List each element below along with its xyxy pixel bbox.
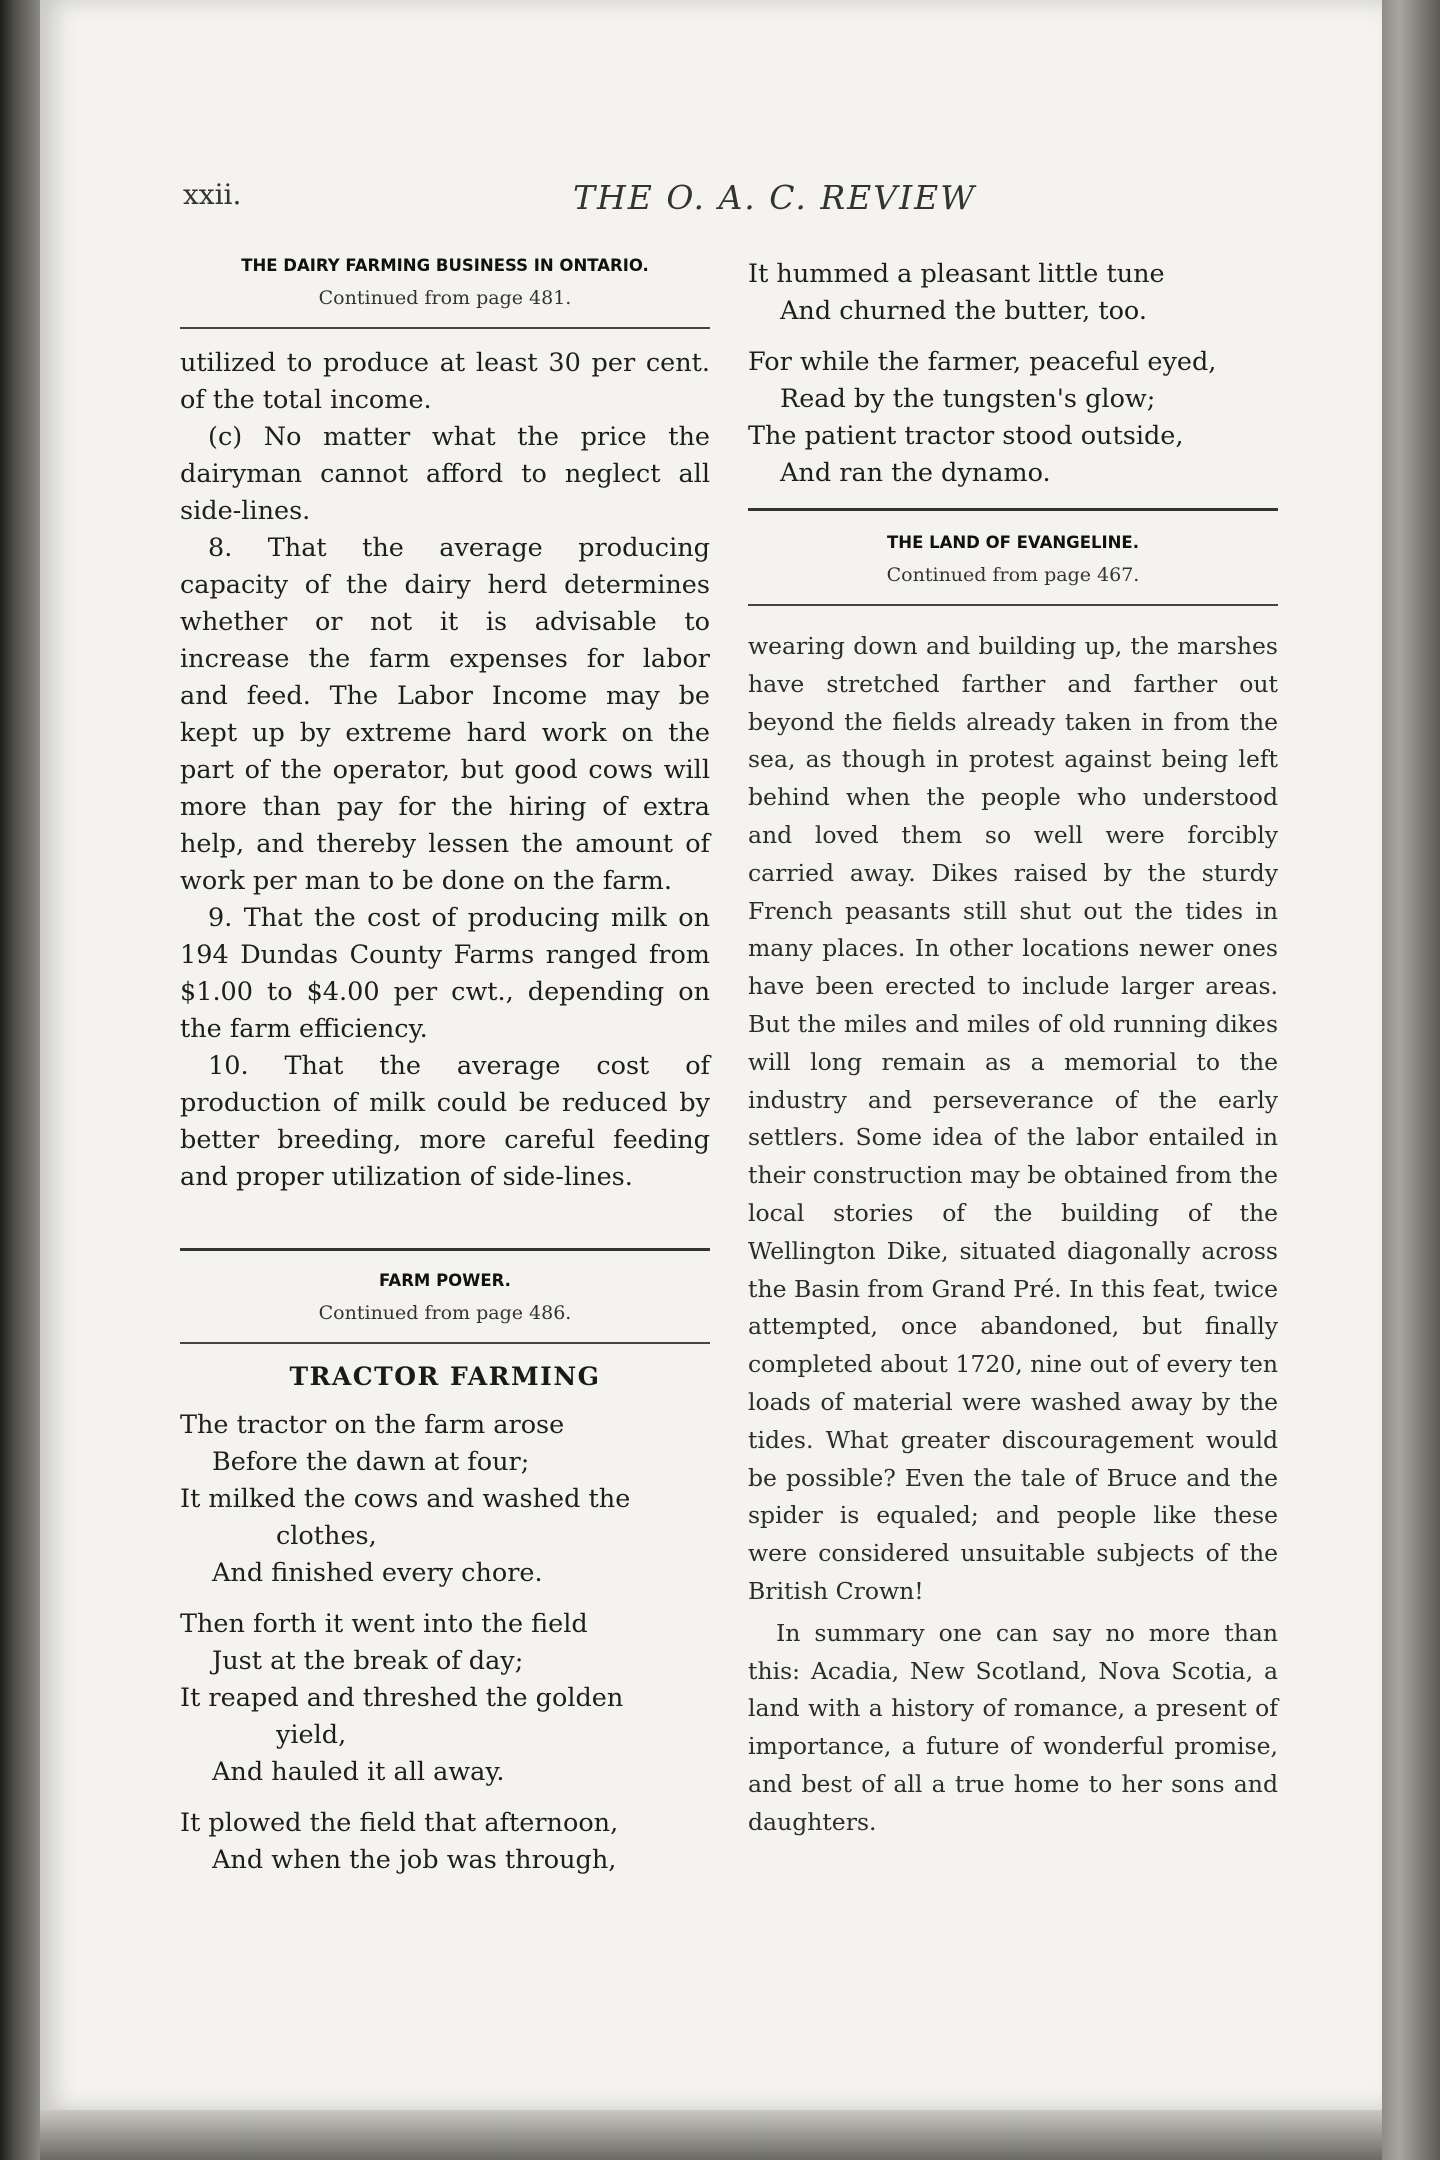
- poem-line: It plowed the field that afternoon,: [180, 1808, 619, 1838]
- farm-power-continued-note: Continued from page 486.: [318, 1302, 572, 1324]
- poem-stanza: [180, 1606, 710, 1791]
- page-number: xxii.: [183, 178, 242, 211]
- running-header: [183, 178, 1273, 228]
- evangeline-body: [748, 628, 1278, 1842]
- poem-body-continued: [748, 256, 1278, 492]
- next-page-edge: [1382, 0, 1440, 2160]
- section-divider: [180, 327, 710, 329]
- page-bottom-edge: [40, 2110, 1382, 2160]
- dairy-body: [180, 345, 710, 1196]
- poem-stanza: [748, 344, 1278, 492]
- poem-line: Then forth it went into the field: [180, 1609, 588, 1639]
- poem-line: The tractor on the farm arose: [180, 1410, 565, 1440]
- poem-line: And finished every chore.: [212, 1558, 543, 1588]
- poem-line: Just at the break of day;: [212, 1646, 524, 1676]
- poem-line: yield,: [276, 1720, 347, 1750]
- poem-line: It milked the cows and washed the: [180, 1484, 631, 1514]
- poem-line: For while the farmer, peaceful eyed,: [748, 347, 1217, 377]
- section-divider: [180, 1342, 710, 1344]
- poem-line: clothes,: [276, 1521, 377, 1551]
- poem-stanza: [748, 256, 1278, 330]
- poem-line: The patient tractor stood outside,: [748, 421, 1184, 451]
- section-divider: [748, 604, 1278, 606]
- farm-power-title: FARM POWER.: [379, 1271, 511, 1290]
- poem-line: And ran the dynamo.: [780, 458, 1051, 488]
- poem-line: And churned the butter, too.: [780, 296, 1147, 326]
- dairy-paragraph: (c) No matter what the price the dairyman cannot afford to neglect all side-lines.: [180, 422, 710, 526]
- poem-line: Read by the tungsten's glow;: [780, 384, 1156, 414]
- poem-stanza: [180, 1805, 710, 1879]
- evangeline-section-title: THE LAND OF EVANGELINE.: [887, 533, 1139, 552]
- dairy-continued-note: Continued from page 481.: [318, 287, 572, 309]
- dairy-section-title: THE DAIRY FARMING BUSINESS IN ONTARIO.: [241, 256, 649, 275]
- poem-stanza: [180, 1407, 710, 1592]
- book-spine: [0, 0, 40, 2160]
- poem-line: Before the dawn at four;: [212, 1447, 530, 1477]
- poem-title: TRACTOR FARMING: [289, 1362, 601, 1391]
- right-column: [748, 256, 1278, 1842]
- dairy-paragraph: utilized to produce at least 30 per cent. of the total income.: [180, 348, 710, 415]
- poem-line: It hummed a pleasant little tune: [748, 259, 1165, 289]
- poem-line: And when the job was through,: [212, 1845, 617, 1875]
- poem-line: And hauled it all away.: [212, 1757, 505, 1787]
- poem-body: [180, 1407, 710, 1879]
- left-column: [180, 256, 710, 1893]
- dairy-paragraph: 8. That the average producing capacity of the dairy herd determines whether or not it is advisable to increase the farm expenses for labor and feed. The Labor Income may be kept up by extreme hard work on the part of the operator, but good cows will more than pay for the hiring of extra help, and thereby lessen the amount of work per man to be done on the farm.: [180, 533, 710, 896]
- evangeline-paragraph: In summary one can say no more than this: Acadia, New Scotland, Nova Scotia, a land with a history of romance, a present of importance, a future of wonderful promise, and best of all a true home to her sons and daughters.: [748, 1618, 1278, 1836]
- dairy-paragraph: 10. That the average cost of production of milk could be reduced by better breeding, more careful feeding and proper utilization of side-lines.: [180, 1051, 710, 1192]
- dairy-paragraph: 9. That the cost of producing milk on 194 Dundas County Farms ranged from $1.00 to $4.00 per cwt., depending on the farm efficiency.: [180, 903, 710, 1044]
- evangeline-paragraph: wearing down and building up, the marshes have stretched farther and farther out beyond the fields already taken in from the sea, as though in protest against being left behind when the people who understood and loved them so well were forcibly carried away. Dikes raised by the sturdy French peasants still shut out the tides in many places. In other locations newer ones have been erected to include larger areas. But the miles and miles of old running dikes will long remain as a memorial to the industry and perseverance of the early settlers. Some idea of the labor entailed in their construction may be obtained from the local stories of the building of the Wellington Dike, situated diagonally across the Basin from Grand Pré. In this feat, twice attempted, once abandoned, but finally completed about 1720, nine out of every ten loads of material were washed away by the tides. What greater discouragement would be possible? Even the tale of Bruce and the spider is equaled; and people like these were considered unsuitable subjects of the British Crown!: [748, 632, 1278, 1605]
- evangeline-continued-note: Continued from page 467.: [886, 564, 1140, 586]
- journal-title: THE O. A. C. REVIEW: [573, 178, 977, 217]
- poem-line: It reaped and threshed the golden: [180, 1683, 624, 1713]
